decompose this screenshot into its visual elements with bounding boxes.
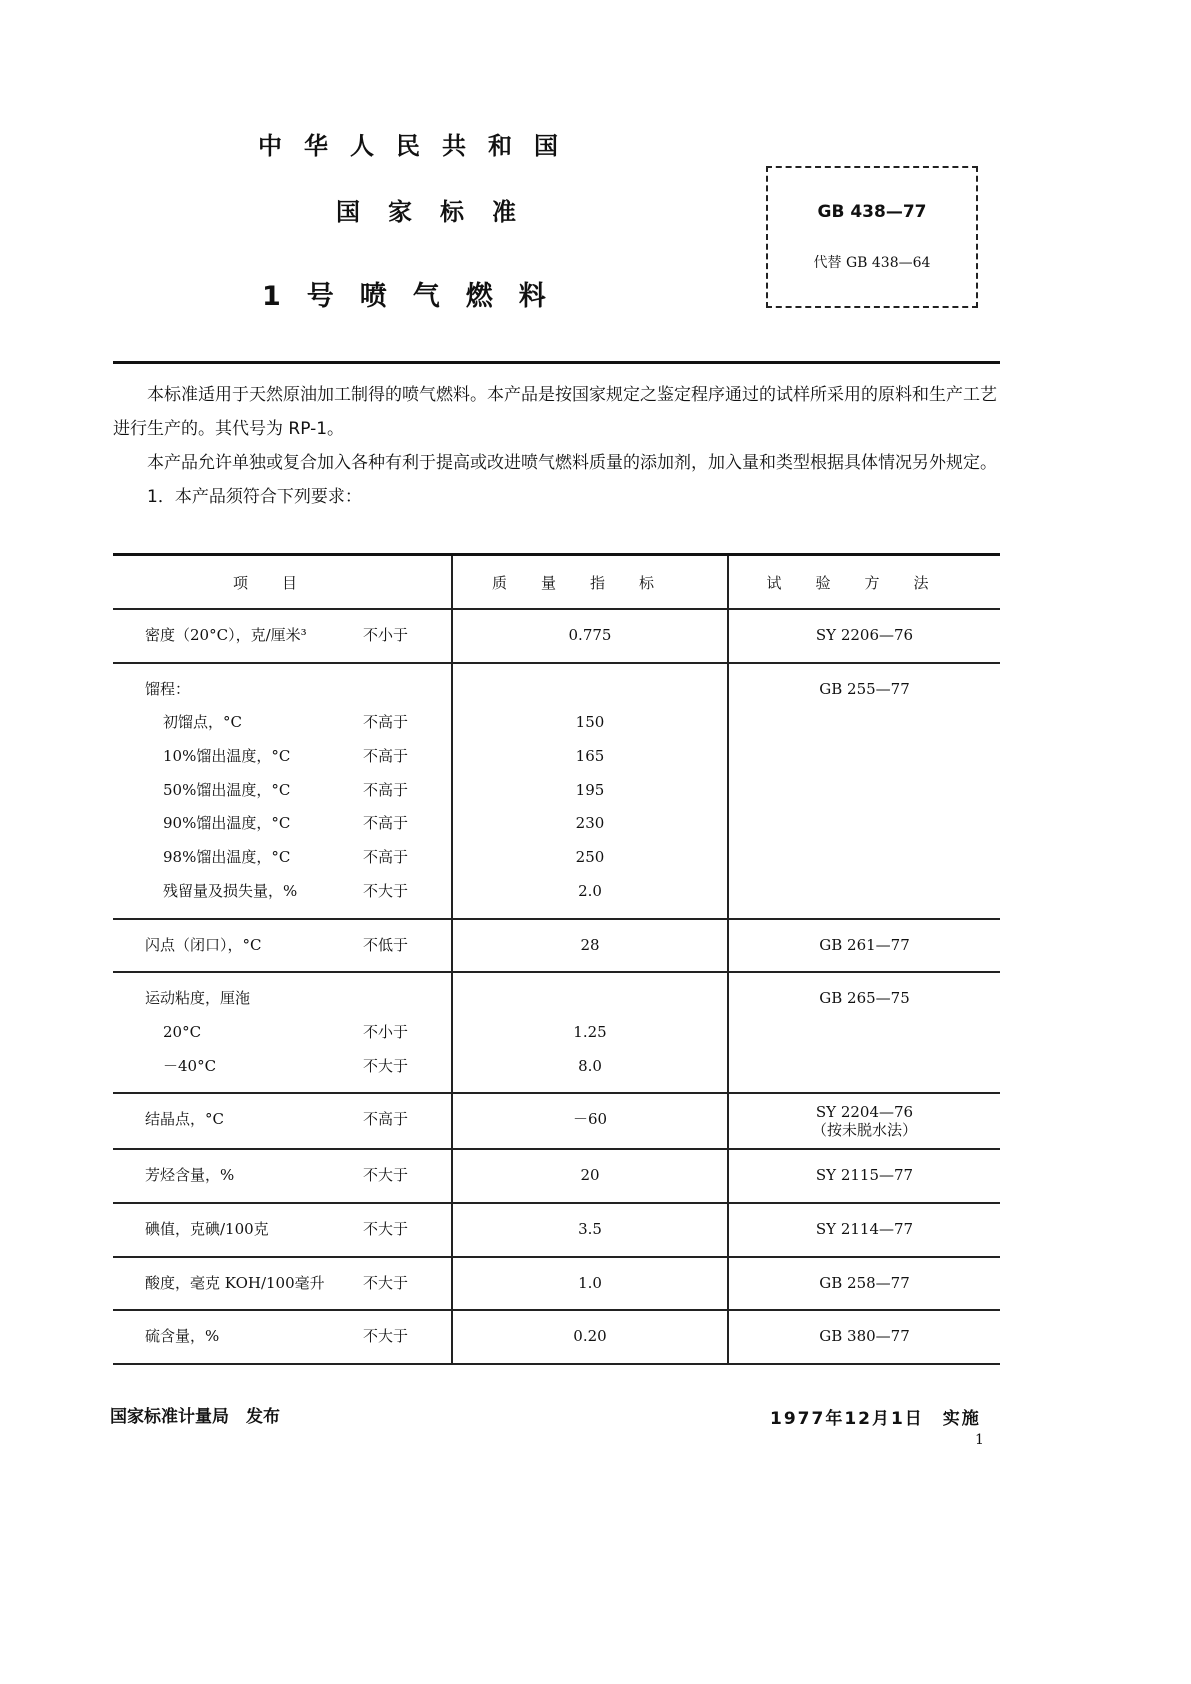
- page-number: 1: [975, 1432, 984, 1448]
- item-cell: [113, 1203, 452, 1257]
- publisher: 国家标准计量局 发布: [110, 1407, 280, 1427]
- item-line: [113, 1103, 451, 1137]
- condition-label: 不大于: [363, 1056, 409, 1075]
- quality-value: 1.25: [573, 1022, 607, 1041]
- test-method: GB 255—77: [819, 679, 910, 698]
- quality-value: 165: [575, 747, 605, 766]
- quality-value: [453, 982, 727, 1016]
- item-cell: [113, 972, 452, 1093]
- item-label: 密度（20°C），克/厘米³: [145, 626, 307, 644]
- item-cell: [113, 1149, 452, 1203]
- condition-label: 不大于: [363, 1166, 409, 1185]
- item-label: 90%馏出温度，°C: [163, 814, 291, 833]
- replaces-code: 代替 GB 438—64: [813, 255, 931, 271]
- item-line: [113, 841, 451, 875]
- item-label: 10%馏出温度，°C: [163, 747, 291, 766]
- item-label: 结晶点，°C: [145, 1110, 224, 1129]
- item-label: 碘值，克碘/100克: [145, 1219, 269, 1238]
- method-cell: [728, 609, 1000, 663]
- table-row: [113, 919, 1000, 973]
- table-row: [113, 1149, 1000, 1203]
- item-line: [113, 619, 451, 653]
- condition-label: 不高于: [363, 780, 409, 799]
- table-row: [113, 972, 1000, 1093]
- item-cell: [113, 919, 452, 973]
- item-cell: [113, 1310, 452, 1364]
- method-cell: [728, 972, 1000, 1093]
- item-line: [113, 1267, 451, 1301]
- condition-label: 不大于: [363, 1327, 409, 1346]
- item-line: [113, 1159, 451, 1193]
- item-line: [113, 673, 451, 707]
- item-label: 芳烃含量，%: [145, 1166, 235, 1185]
- item-line: [113, 1213, 451, 1247]
- item-line: [113, 774, 451, 808]
- value-cell: [452, 1257, 728, 1311]
- item-line: [113, 1320, 451, 1354]
- item-line: [113, 929, 451, 963]
- country-heading: 中华人民共和国: [258, 132, 580, 160]
- intro-text: [113, 378, 1003, 514]
- test-method: SY 2206—76: [815, 626, 914, 644]
- header-item: 项目: [113, 555, 452, 610]
- test-method: SY 2204—76: [815, 1103, 914, 1122]
- intro-paragraph: 本产品允许单独或复合加入各种有利于提高或改进喷气燃料质量的添加剂，加入量和类型根据具体情况另外规定。: [147, 453, 997, 473]
- test-method: GB 265—75: [819, 989, 910, 1008]
- quality-value: 0.775: [568, 626, 612, 644]
- condition-label: 不高于: [363, 814, 409, 833]
- item-label: 硫含量，%: [145, 1327, 220, 1346]
- item-line: [113, 1050, 451, 1084]
- item-line: [113, 706, 451, 740]
- standard-number-box: [766, 166, 978, 308]
- value-cell: [452, 919, 728, 973]
- method-cell: [728, 1257, 1000, 1311]
- test-method-note: （按未脱水法）: [811, 1121, 917, 1140]
- item-label: 闪点（闭口），°C: [145, 935, 262, 954]
- condition-label: 不高于: [363, 747, 409, 766]
- quality-value: －60: [572, 1110, 608, 1129]
- condition-label: 不大于: [363, 1273, 409, 1292]
- test-method: SY 2114—77: [815, 1219, 914, 1238]
- quality-value: 8.0: [578, 1056, 602, 1075]
- condition-label: 不小于: [363, 1022, 409, 1041]
- value-cell: [452, 1093, 728, 1149]
- item-cell: [113, 609, 452, 663]
- item-cell: [113, 1093, 452, 1149]
- condition-label: 不大于: [363, 1219, 409, 1238]
- quality-value: 195: [575, 780, 605, 799]
- table-row: [113, 1203, 1000, 1257]
- standard-code: GB 438—77: [817, 202, 927, 222]
- item-label: 运动粘度，厘沲: [145, 989, 251, 1008]
- item-line: [113, 1016, 451, 1050]
- item-label: 酸度，毫克 KOH/100毫升: [145, 1273, 325, 1292]
- table-row: [113, 609, 1000, 663]
- quality-value: 250: [575, 848, 605, 867]
- item-label: 馏程：: [145, 679, 191, 698]
- method-cell: [728, 1203, 1000, 1257]
- item-line: [113, 807, 451, 841]
- item-label: 98%馏出温度，°C: [163, 848, 291, 867]
- table-row: [113, 1257, 1000, 1311]
- category-heading: 国家标准: [336, 198, 544, 226]
- method-cell: [728, 1310, 1000, 1364]
- quality-value: 28: [580, 935, 600, 954]
- value-cell: [452, 663, 728, 919]
- requirement-heading: 1．本产品须符合下列要求：: [147, 487, 362, 507]
- table-row: [113, 663, 1000, 919]
- header-method: 试验方法: [728, 555, 1000, 610]
- specification-table: [113, 553, 1000, 1365]
- condition-label: 不高于: [363, 713, 409, 732]
- quality-value: 1.0: [578, 1273, 602, 1292]
- test-method: SY 2115—77: [815, 1166, 914, 1185]
- test-method: GB 380—77: [819, 1327, 910, 1346]
- effective-date: 1977年12月1日 实施: [770, 1409, 981, 1429]
- quality-value: 0.20: [573, 1327, 607, 1346]
- method-cell: [728, 1149, 1000, 1203]
- item-line: [113, 875, 451, 909]
- item-cell: [113, 1257, 452, 1311]
- value-cell: [452, 1310, 728, 1364]
- method-cell: [728, 663, 1000, 919]
- quality-value: 20: [580, 1166, 600, 1185]
- item-cell: [113, 663, 452, 919]
- test-method: GB 261—77: [819, 935, 910, 954]
- value-cell: [452, 1203, 728, 1257]
- item-label: 残留量及损失量，%: [163, 881, 298, 900]
- quality-value: 3.5: [578, 1219, 602, 1238]
- header-divider: [113, 361, 1000, 364]
- item-label: 初馏点，°C: [163, 713, 242, 732]
- condition-label: 不小于: [363, 626, 409, 644]
- document-title: 1号喷气燃料: [262, 281, 572, 312]
- item-label: －40°C: [163, 1056, 217, 1075]
- header-quality: 质量指标: [452, 555, 728, 610]
- item-line: [113, 740, 451, 774]
- table-row: [113, 1310, 1000, 1364]
- item-label: 50%馏出温度，°C: [163, 780, 291, 799]
- value-cell: [452, 972, 728, 1093]
- intro-paragraph: 本标准适用于天然原油加工制得的喷气燃料。本产品是按国家规定之鉴定程序通过的试样所采用的原料和生产工艺进行生产的。其代号为 RP-1。: [113, 385, 997, 439]
- condition-label: 不高于: [363, 1110, 409, 1129]
- value-cell: [452, 1149, 728, 1203]
- condition-label: 不高于: [363, 848, 409, 867]
- item-label: 20°C: [163, 1022, 202, 1041]
- quality-value: 150: [575, 713, 605, 732]
- quality-value: 2.0: [578, 881, 602, 900]
- method-cell: [728, 919, 1000, 973]
- quality-value: [453, 673, 727, 707]
- condition-label: 不低于: [363, 935, 409, 954]
- table-row: [113, 1093, 1000, 1149]
- quality-value: 230: [575, 814, 605, 833]
- test-method: GB 258—77: [819, 1273, 910, 1292]
- method-cell: [728, 1093, 1000, 1149]
- value-cell: [452, 609, 728, 663]
- condition-label: 不大于: [363, 881, 409, 900]
- item-line: [113, 982, 451, 1016]
- table-header: [113, 555, 1000, 610]
